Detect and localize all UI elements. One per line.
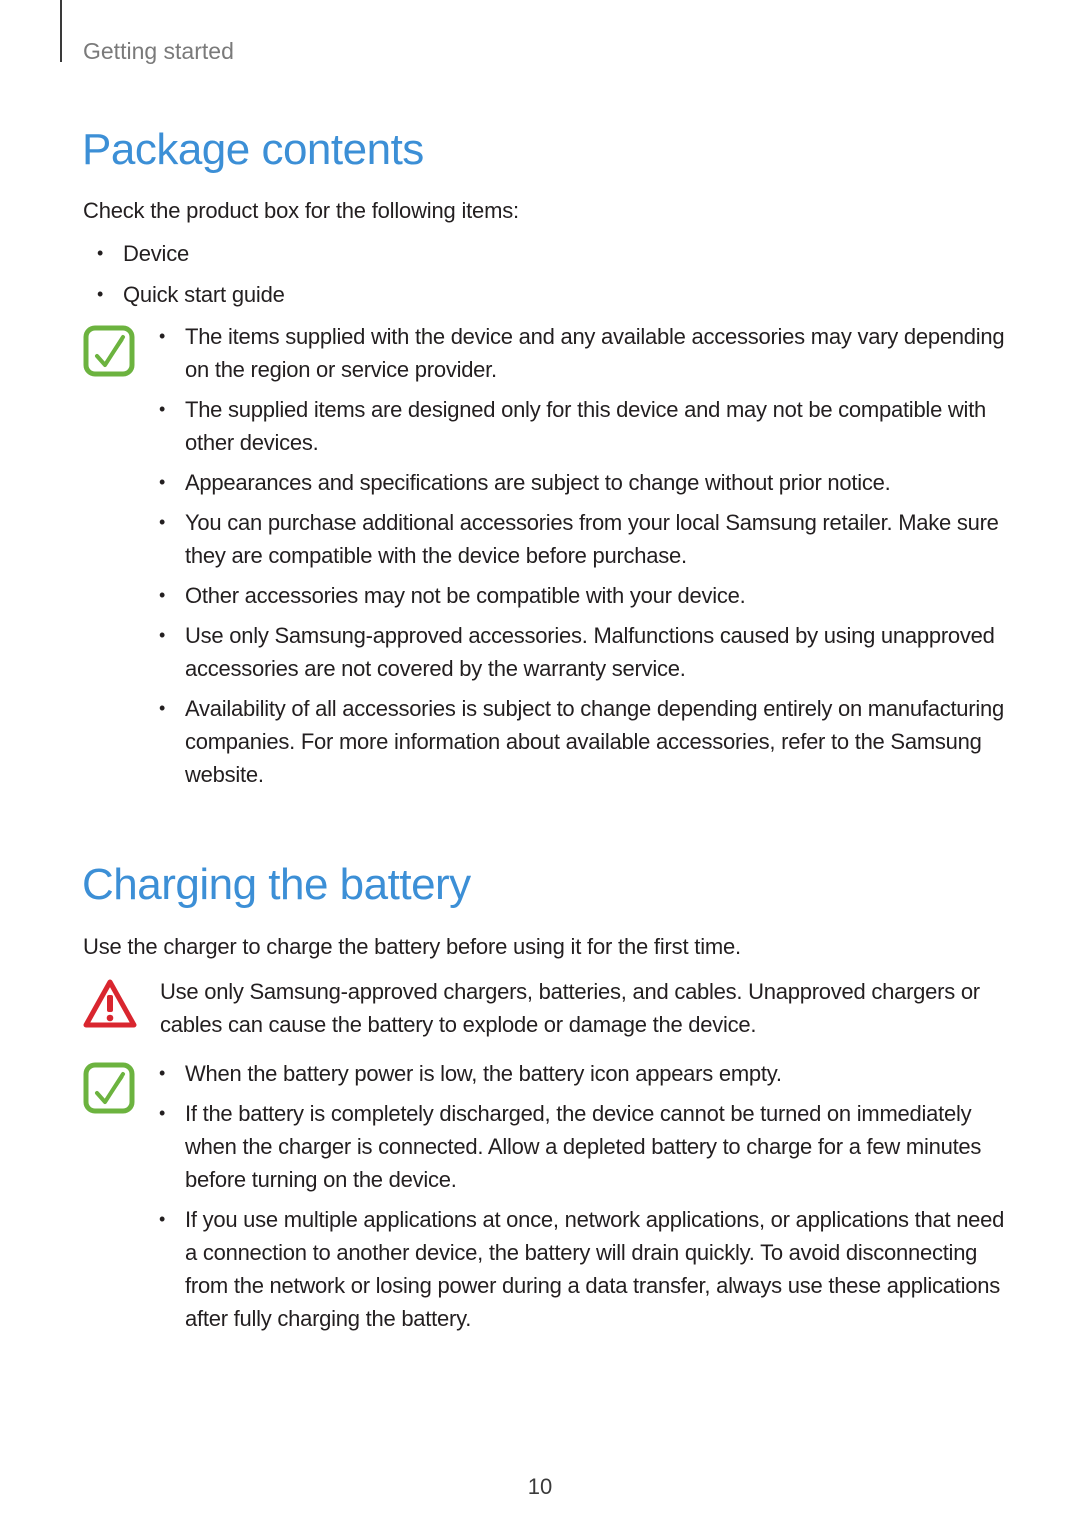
- note-text: Use only Samsung-approved accessories. Malfunctions caused by using unapproved accessories are not covered by the warranty service.: [185, 623, 995, 681]
- package-item-list: [97, 237, 523, 319]
- bullet: •: [97, 284, 104, 304]
- note-text: The supplied items are designed only for this device and may not be compatible with other devices.: [185, 397, 987, 455]
- list-item: [159, 579, 1005, 612]
- bullet: •: [159, 399, 166, 419]
- package-item-label: Device: [123, 241, 190, 266]
- note-text: Other accessories may not be compatible with your device.: [185, 583, 746, 608]
- note-text: The items supplied with the device and any available accessories may vary depending on the region or service provider.: [185, 324, 1005, 382]
- note-text: When the battery power is low, the battery icon appears empty.: [185, 1061, 782, 1086]
- note-pencil-icon: [83, 325, 135, 377]
- package-notes-list: [159, 320, 1005, 798]
- page-number: 10: [527, 1474, 553, 1499]
- bullet: •: [159, 1063, 166, 1083]
- bullet: •: [159, 585, 166, 605]
- package-intro: Check the product box for the following items:: [83, 198, 519, 223]
- list-item: [159, 506, 1005, 572]
- list-item: [159, 393, 1005, 459]
- warning-text: Use only Samsung-approved chargers, batteries, and cables. Unapproved chargers or cables can cause the battery to explode or damage the device.: [160, 979, 980, 1037]
- note-text: Availability of all accessories is subject to change depending entirely on manufacturing companies. For more information about available accessories, refer to the Samsung website.: [185, 696, 1004, 787]
- list-item: [159, 466, 1005, 499]
- list-item: [159, 1203, 1005, 1335]
- bullet: •: [159, 698, 166, 718]
- charging-intro: Use the charger to charge the battery before using it for the first time.: [83, 934, 741, 959]
- note-text: You can purchase additional accessories from your local Samsung retailer. Make sure they are compatible with the device before purchase.: [185, 510, 999, 568]
- list-item: [159, 619, 1005, 685]
- bullet: •: [97, 243, 104, 263]
- warning-triangle-icon: [82, 978, 138, 1030]
- list-item: [159, 320, 1005, 386]
- note-pencil-icon: [83, 1062, 135, 1114]
- bullet: •: [159, 1209, 166, 1229]
- header-rule: [60, 0, 62, 62]
- section-label: Getting started: [83, 38, 234, 64]
- note-text: If you use multiple applications at once, network applications, or applications that need a connection to another device, the battery will drain quickly. To avoid disconnecting from the network or losing power during a data transfer, always use these applications after fully charging the battery.: [185, 1207, 1005, 1331]
- bullet: •: [159, 326, 166, 346]
- charging-notes-list: [159, 1057, 1005, 1342]
- bullet: •: [159, 1103, 166, 1123]
- package-contents-title: Package contents: [82, 125, 424, 174]
- charging-battery-title: Charging the battery: [82, 860, 471, 909]
- list-item: [159, 692, 1005, 791]
- list-item: [159, 1097, 1005, 1196]
- list-item: [97, 278, 523, 311]
- bullet: •: [159, 472, 166, 492]
- note-text: If the battery is completely discharged, the device cannot be turned on immediately when the charger is connected. Allow a depleted battery to charge for a few minutes before turning on the device.: [185, 1101, 982, 1192]
- bullet: •: [159, 512, 166, 532]
- package-item-label: Quick start guide: [123, 282, 285, 307]
- bullet: •: [159, 625, 166, 645]
- note-text: Appearances and specifications are subject to change without prior notice.: [185, 470, 891, 495]
- list-item: [97, 237, 523, 270]
- list-item: [159, 1057, 1005, 1090]
